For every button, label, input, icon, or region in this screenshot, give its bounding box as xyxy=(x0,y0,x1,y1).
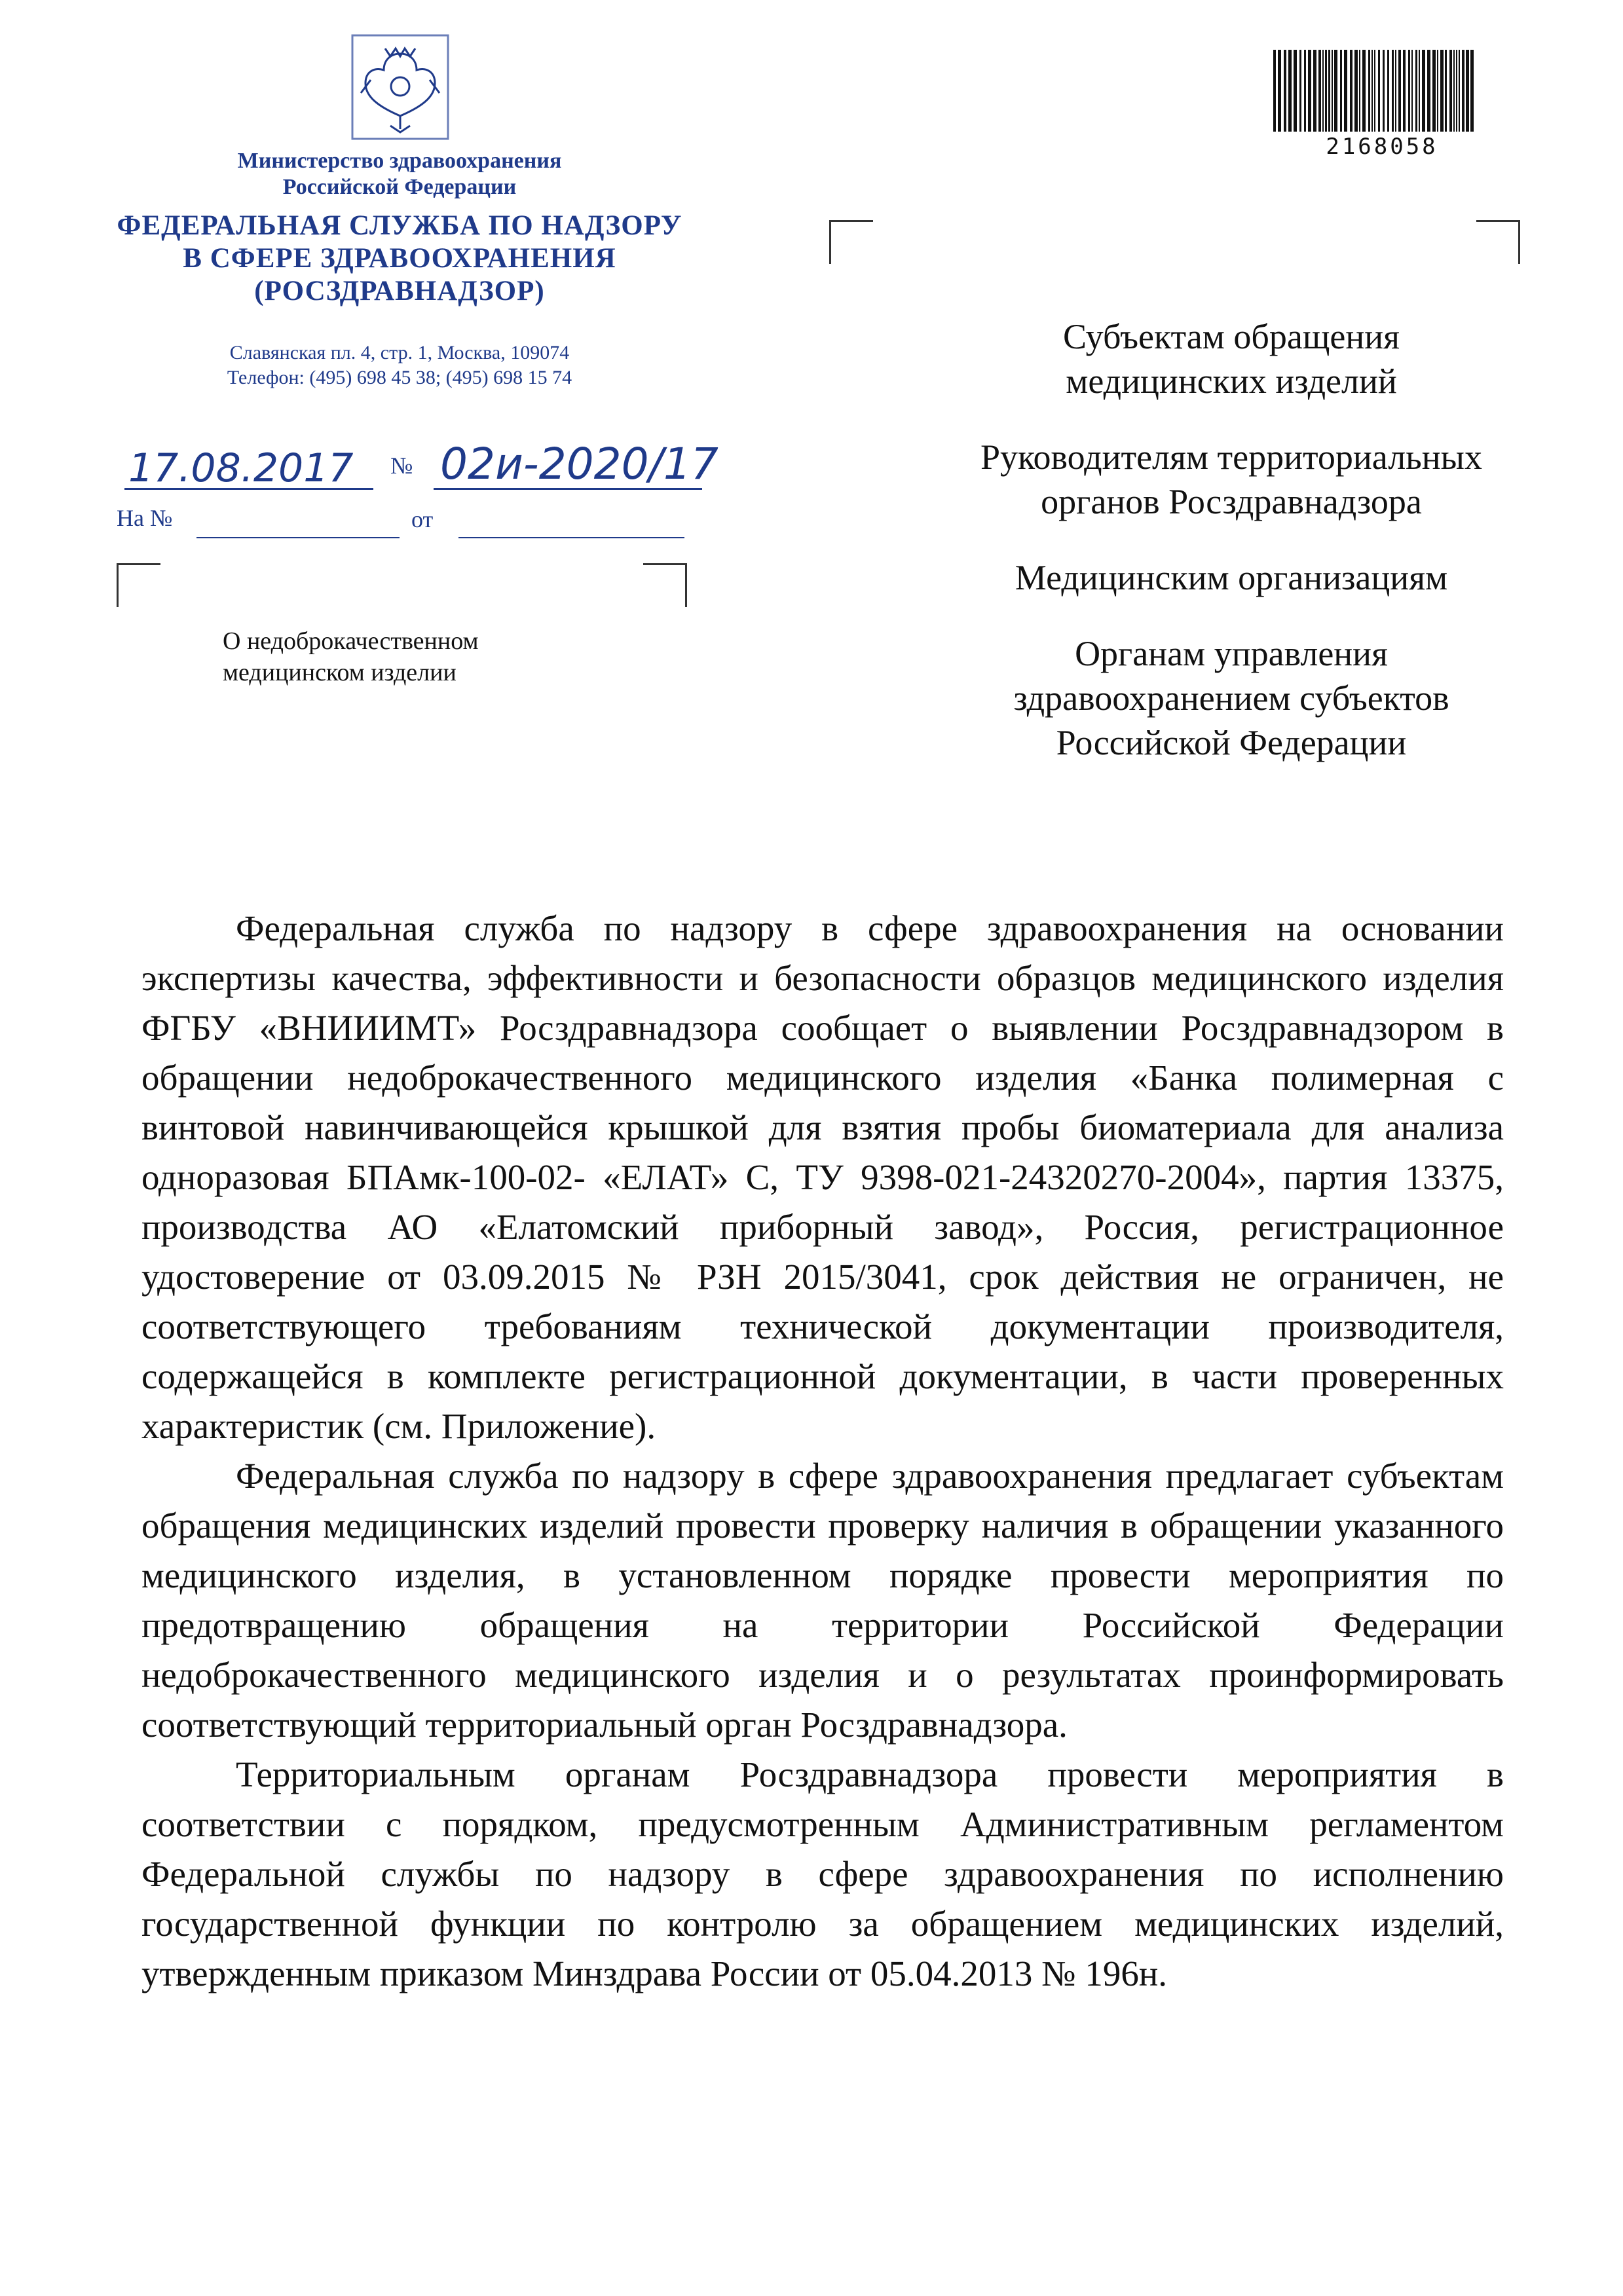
service-line-2: В СФЕРЕ ЗДРАВООХРАНЕНИЯ xyxy=(183,243,616,274)
subject-line-1: О недоброкачественном xyxy=(223,627,479,655)
barcode-bar xyxy=(1278,50,1281,132)
barcode-bar xyxy=(1449,50,1452,132)
barcode-bar xyxy=(1470,50,1474,132)
reference-number-label: На № xyxy=(117,505,173,531)
registration-date: 17.08.2017 xyxy=(128,445,354,491)
addressee xyxy=(917,435,1546,524)
addressee-line: Субъектам обращения xyxy=(1062,317,1400,356)
barcode-bar xyxy=(1299,50,1301,132)
barcode-bar xyxy=(1340,50,1342,132)
corner-bracket xyxy=(117,563,160,607)
barcode-bar xyxy=(1313,50,1316,132)
addressee xyxy=(917,631,1546,765)
barcode-bar xyxy=(1371,50,1373,132)
barcode-bar xyxy=(1432,50,1436,132)
barcode-bar xyxy=(1318,50,1321,132)
barcode-bar xyxy=(1459,50,1460,132)
barcode-bar xyxy=(1398,50,1401,132)
body-paragraph: Федеральная служба по надзору в сфере здравоохранения на основании экспертизы качества, эффективности и безопасности образцов медицинского изделия ФГБУ «ВНИИИМТ» Росздравнадзора сообщает о выявлении Росздравнадзором в обращении недоброкачественного медицинского изделия «Банка полимерная с винтовой навинчивающейся крышкой для взятия пробы биоматериала для анализа одноразовая БПАмк-100-02- «ЕЛАТ» С, ТУ 9398-021-24320270-2004», партия 13375, производства АО «Елатомский приборный завод», Россия, регистрационное удостоверение от 03.09.2015 № РЗН 2015/3041, срок действия не ограничен, не соответствующего требованиям технической документации производителя, содержащейся в комплекте регистрационной документации, в части проверенных характеристик (см. Приложение). xyxy=(141,908,1504,1446)
service-line-3: (РОСЗДРАВНАДЗОР) xyxy=(254,276,545,306)
address-block xyxy=(138,341,662,390)
barcode-bar xyxy=(1453,50,1455,132)
corner-bracket xyxy=(829,220,873,264)
ministry-name xyxy=(170,148,629,200)
barcode-bar xyxy=(1308,50,1311,132)
addressee-line: органов Росздравнадзора xyxy=(1041,482,1422,521)
reference-date-label: от xyxy=(411,506,434,532)
registration-number-label: № xyxy=(390,453,413,479)
barcode-bar xyxy=(1304,50,1306,132)
body-paragraph: Территориальным органам Росздравнадзора провести мероприятия в соответствии с порядком, предусмотренным Административным регламентом Федеральной службы по надзору в сфере здравоохранения по исполнению государственной функции по контролю за обращением медицинских изделий, утвержденным приказом Минздрава России от 05.04.2013 № 196н. xyxy=(141,1754,1504,1993)
number-underline xyxy=(434,488,702,490)
barcode-bar xyxy=(1359,50,1360,132)
barcode-bar xyxy=(1456,50,1457,132)
addressee-line: Руководителям территориальных xyxy=(980,437,1482,477)
date-underline xyxy=(124,488,373,490)
barcode-bar xyxy=(1288,50,1292,132)
barcode-bar xyxy=(1408,50,1410,132)
barcode-bar xyxy=(1322,50,1324,132)
registration-number: 02и-2020/17 xyxy=(440,439,718,489)
ministry-line-2: Российской Федерации xyxy=(282,175,517,199)
addressees xyxy=(917,314,1546,796)
barcode-bar xyxy=(1354,50,1358,132)
barcode-number: 2168058 xyxy=(1326,134,1438,160)
body-paragraph: Федеральная служба по надзору в сфере здравоохранения предлагает субъектам обращения медицинских изделий провести проверку наличия в обращении указанного медицинского изделия, в установленном порядке провести мероприятия по предотвращению обращения на территории Российской Федерации недоброкачественного медицинского изделия и о результатах проинформировать соответствующий территориальный орган Росздравнадзора. xyxy=(141,1456,1504,1745)
barcode-bar xyxy=(1334,50,1337,132)
barcode-bar xyxy=(1415,50,1417,132)
barcode-bar xyxy=(1273,50,1276,132)
barcode-icon xyxy=(1271,50,1480,135)
phone-line: Телефон: (495) 698 45 38; (495) 698 15 74 xyxy=(227,367,572,388)
barcode-bar xyxy=(1350,50,1352,132)
addressee xyxy=(917,555,1546,600)
corner-bracket xyxy=(1476,220,1520,264)
barcode-bar xyxy=(1378,50,1380,132)
barcode-bar xyxy=(1332,50,1333,132)
address-line: Славянская пл. 4, стр. 1, Москва, 109074 xyxy=(229,342,570,363)
barcode-bar xyxy=(1440,50,1444,132)
corner-bracket xyxy=(643,563,687,607)
letter-subject xyxy=(223,625,479,688)
addressee-line: здравоохранением субъектов xyxy=(1013,678,1449,718)
addressee-line: Органам управления xyxy=(1075,634,1388,673)
barcode-bar xyxy=(1462,50,1464,132)
barcode-bar xyxy=(1422,50,1425,132)
barcode-bar xyxy=(1466,50,1469,132)
reference-number-line xyxy=(196,537,400,538)
barcode-bar xyxy=(1383,50,1385,132)
barcode-bar xyxy=(1395,50,1396,132)
addressee-line: Медицинским организациям xyxy=(1015,558,1448,597)
service-name xyxy=(105,210,694,308)
barcode-bar xyxy=(1387,50,1389,132)
addressee-line: Российской Федерации xyxy=(1056,723,1407,762)
barcode-bar xyxy=(1427,50,1430,132)
barcode-bar xyxy=(1411,50,1413,132)
barcode-bar xyxy=(1419,50,1420,132)
barcode-bar xyxy=(1344,50,1347,132)
barcode-bar xyxy=(1284,50,1286,132)
barcode-bar xyxy=(1362,50,1366,132)
reference-date-line xyxy=(458,537,684,538)
barcode-bar xyxy=(1368,50,1370,132)
barcode-bar xyxy=(1328,50,1330,132)
barcode-bar xyxy=(1437,50,1438,132)
addressee-line: медицинских изделий xyxy=(1066,361,1397,401)
addressee xyxy=(917,314,1546,403)
coat-of-arms-icon xyxy=(351,34,449,140)
letter-body xyxy=(141,904,1504,1999)
ministry-line-1: Министерство здравоохранения xyxy=(237,149,562,173)
barcode-bar xyxy=(1294,50,1297,132)
service-line-1: ФЕДЕРАЛЬНАЯ СЛУЖБА ПО НАДЗОРУ xyxy=(117,210,682,241)
barcode-bar xyxy=(1445,50,1447,132)
barcode-bar xyxy=(1403,50,1406,132)
barcode-bar xyxy=(1392,50,1394,132)
barcode-bar xyxy=(1374,50,1375,132)
barcode-bar xyxy=(1325,50,1327,132)
subject-line-2: медицинском изделии xyxy=(223,659,457,686)
